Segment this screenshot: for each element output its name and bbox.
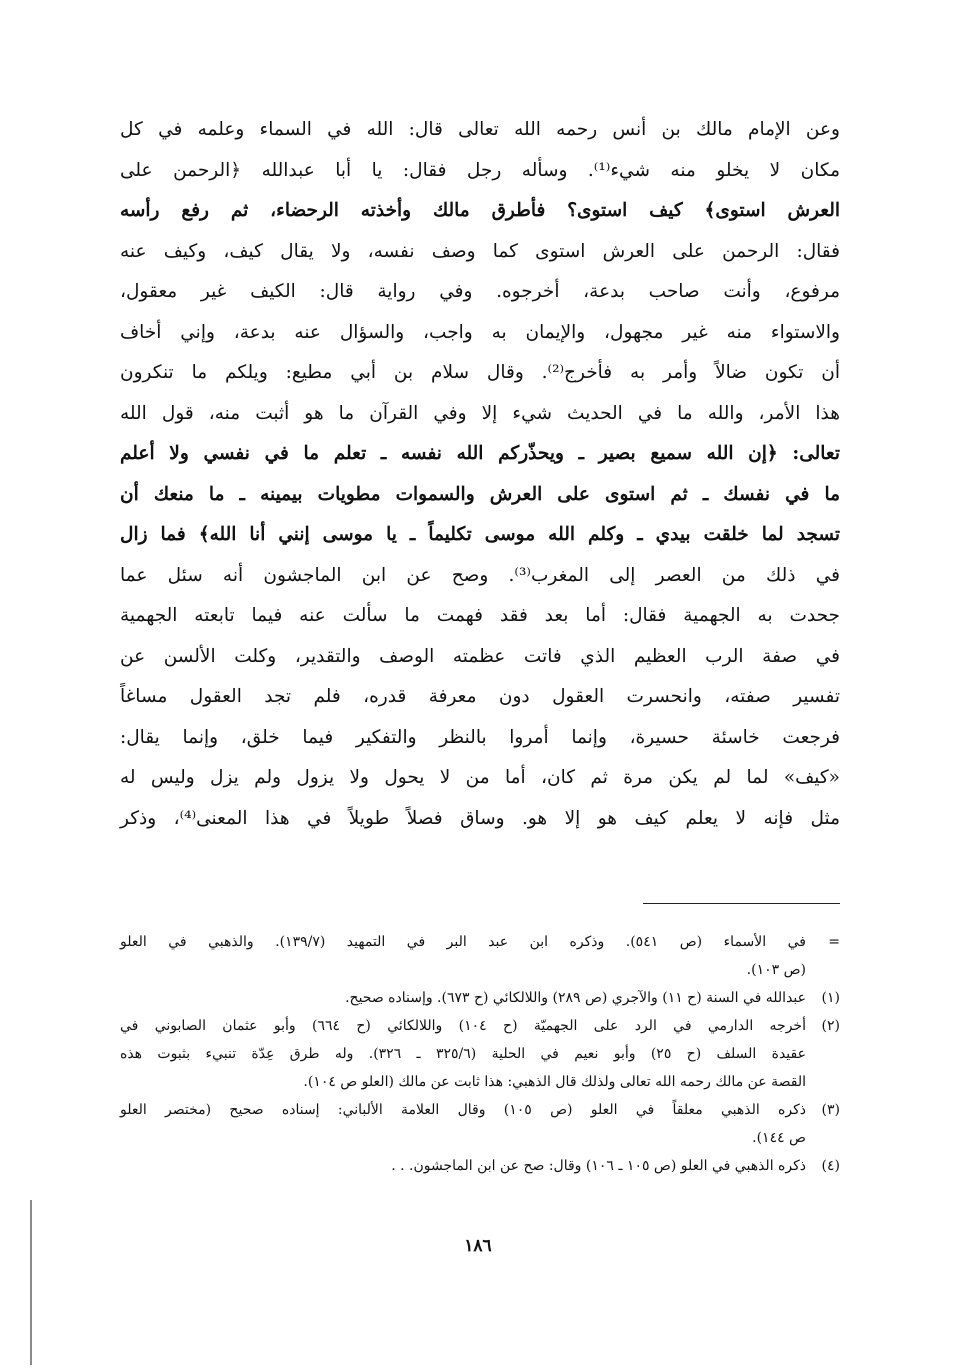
footnote-3 xyxy=(120,1096,840,1152)
footnote-line: ذكره الذهبي في العلو (ص ١٠٥ ـ ١٠٦) وقال: صح عن ابن الماجشون. . . xyxy=(391,1158,806,1174)
text-line: جحدت به الجهمية فقال: أما بعد فقد فهمت ما سألت عنه فيما تابعته الجهمية xyxy=(120,605,840,626)
text-line: فرجعت خاسئة حسيرة، وإنما أمروا بالنظر والتفكير فيما خلق، وإنما يقال: xyxy=(120,726,840,748)
text-line: تفسير صفته، وانحسرت العقول دون معرفة قدره، فلم تجد العقول مساغاً xyxy=(120,686,840,707)
text-line: مكان لا يخلو منه شيء⁽¹⁾. وسأله رجل فقال: يا أبا عبدالله ﴿الرحمن على xyxy=(120,159,840,181)
text-line: فقال: الرحمن على العرش استوى كما وصف نفسه، ولا يقال كيف، وكيف عنه xyxy=(120,240,840,262)
footnote-line: ص ١٤٤). xyxy=(752,1130,806,1146)
footnote-line: عبدالله في السنة (ح ١١) والآجري (ص ٢٨٩) واللالكائي (ح ٦٧٣). وإسناده صحيح. xyxy=(345,990,806,1006)
text-line: أن تكون ضالاً وأمر به فأخرج⁽²⁾. وقال سلام بن أبي مطيع: ويلكم ما تنكرون xyxy=(120,362,840,383)
page-number: ١٨٦ xyxy=(464,1236,492,1256)
footnote-marker: (٢) xyxy=(821,1018,840,1034)
text-line: ما في نفسك ـ ثم استوى على العرش والسموات مطويات بيمينه ـ ما منعك أن xyxy=(120,483,840,505)
footnote-line: القصة عن مالك رحمه الله تعالى ولذلك قال الذهبي: هذا ثابت عن مالك (العلو ص ١٠٤). xyxy=(303,1074,806,1090)
footnote-1 xyxy=(120,984,840,1012)
text-line: هذا الأمر، والله ما في الحديث شيء إلا وفي القرآن ما هو أثبت منه، قول الله xyxy=(120,402,840,424)
footnote-line: في الأسماء (ص ٥٤١). وذكره ابن عبد البر في التمهيد (١٣٩/٧). والذهبي في العلو xyxy=(120,934,806,950)
footnote-2 xyxy=(120,1012,840,1096)
footnote-marker: (١) xyxy=(821,990,840,1006)
text-line: مثل فإنه لا يعلم كيف هو إلا هو. وساق فصلاً طويلاً في هذا المعنى⁽⁴⁾، وذكر xyxy=(120,807,840,829)
text-line: العرش استوى﴾ كيف استوى؟ فأطرق مالك وأخذته الرحضاء، ثم رفع رأسه xyxy=(120,200,840,221)
footnote-4 xyxy=(120,1152,840,1180)
text-line: تعالى: ﴿إن الله سميع بصير ـ ويحذّركم الله نفسه ـ تعلم ما في نفسي ولا أعلم xyxy=(120,443,840,464)
text-line: وعن الإمام مالك بن أنس رحمه الله تعالى قال: الله في السماء وعلمه في كل xyxy=(120,119,840,140)
footnote-marker: (٣) xyxy=(821,1102,840,1118)
footnotes-block xyxy=(120,928,840,1180)
footnote-line: عقيدة السلف (ح ٢٥) وأبو نعيم في الحلية (٣٢٥/٦ ـ ٣٢٦). وله طرق عِدّة تنبيء بثبوت هذه xyxy=(120,1046,806,1062)
footnote-line: (ص ١٠٣). xyxy=(746,962,806,978)
left-margin-mark xyxy=(30,1200,32,1365)
footnote-line: أخرجه الدارمي في الرد على الجهميّة (ح ١٠٤) واللالكائي (ح ٦٦٤) وأبو عثمان الصابوني في xyxy=(120,1018,806,1034)
text-line: في ذلك من العصر إلى المغرب⁽³⁾. وصح عن ابن الماجشون أنه سئل عما xyxy=(120,564,840,586)
text-line: «كيف» لما لم يكن مرة ثم كان، أما من لا يحول ولا يزول ولم يزل وليس له xyxy=(120,767,840,788)
footnote-line: ذكره الذهبي معلقاً في العلو (ص ١٠٥) وقال العلامة الألباني: إسناده صحيح (مختصر العلو xyxy=(120,1102,807,1118)
footnote-continuation xyxy=(120,928,840,984)
footnote-marker: (٤) xyxy=(821,1158,840,1174)
main-text-block xyxy=(120,110,840,839)
footnote-separator xyxy=(643,903,840,904)
text-line: مرفوع، وأنت صاحب بدعة، أخرجوه. وفي رواية قال: الكيف غير معقول، xyxy=(120,281,840,302)
text-line: تسجد لما خلقت بيدي ـ وكلم الله موسى تكليماً ـ يا موسى إنني أنا الله﴾ فما زال xyxy=(120,524,840,545)
text-line: والاستواء منه غير مجهول، والإيمان به واجب، والسؤال عنه بدعة، وإني أخاف xyxy=(120,321,840,343)
footnote-marker: = xyxy=(828,934,840,950)
text-line: في صفة الرب العظيم الذي فاتت عظمته الوصف والتقدير، وكلت الألسن عن xyxy=(120,645,840,667)
